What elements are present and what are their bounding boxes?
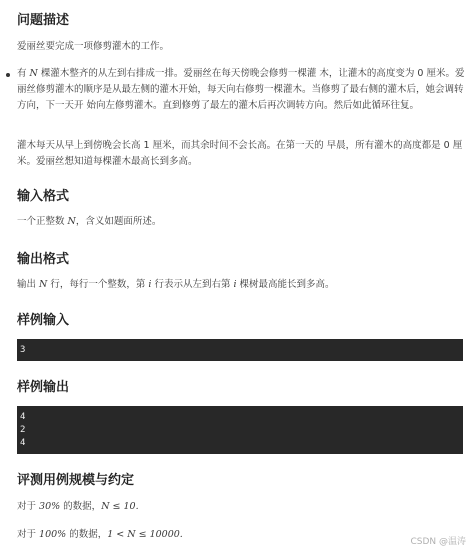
csdn-watermark: CSDN @温涛 [410, 537, 466, 547]
math-var-n: N [67, 216, 76, 227]
input-format-text: 一个正整数 N，含义如题面所述。 [17, 216, 162, 227]
sample-output-code-block: 4 2 4 [17, 406, 463, 454]
bullet-dot-icon [6, 73, 10, 77]
output-format-text: 输出 N 行，每行一个整数，第 i 行表示从左到右第 i 棵树最高能长到多高。 [17, 279, 335, 290]
section-heading-sample-output: 样例输出 [17, 380, 70, 395]
problem-paragraph-2: 灌木每天从早上到傍晚会长高 1 厘米，而其余时间不会长高。在第一天的 早晨，所有灌木的高度都是 0 厘米。爱丽丝想知道每棵灌木最高长到多高。 [17, 140, 463, 167]
section-heading-constraints: 评测用例规模与约定 [17, 473, 135, 488]
problem-paragraph-1: 有 N 棵灌木整齐的从左到右排成一排。爱丽丝在每天傍晚会修剪一棵灌 木，让灌木的高度变为 0 厘米。爱丽丝修剪灌木的顺序是从最左侧的灌木开始，每天向右修剪一棵灌木。当修剪了最右侧的灌木后，她会调转方向，下一天开 始向左修剪灌木。直到修剪了最左的灌木后再次调转方向。然后如此循环往复。 [17, 68, 465, 111]
math-var-n: N [29, 68, 38, 79]
section-heading-sample-input: 样例输入 [17, 313, 70, 328]
math-var-i: i [233, 279, 237, 290]
sample-input-code-block: 3 [17, 339, 463, 361]
constraint-line-2: 对于 100% 的数据，1 < N ≤ 10000. [17, 529, 183, 540]
math-var-i: i [148, 279, 152, 290]
constraint-line-1: 对于 30% 的数据，N ≤ 10. [17, 501, 139, 512]
section-heading-input-format: 输入格式 [17, 189, 70, 204]
math-var-n: N [39, 279, 48, 290]
section-heading-problem-description: 问题描述 [17, 13, 70, 28]
problem-intro-text: 爱丽丝要完成一项修剪灌木的工作。 [17, 41, 170, 52]
section-heading-output-format: 输出格式 [17, 252, 70, 267]
